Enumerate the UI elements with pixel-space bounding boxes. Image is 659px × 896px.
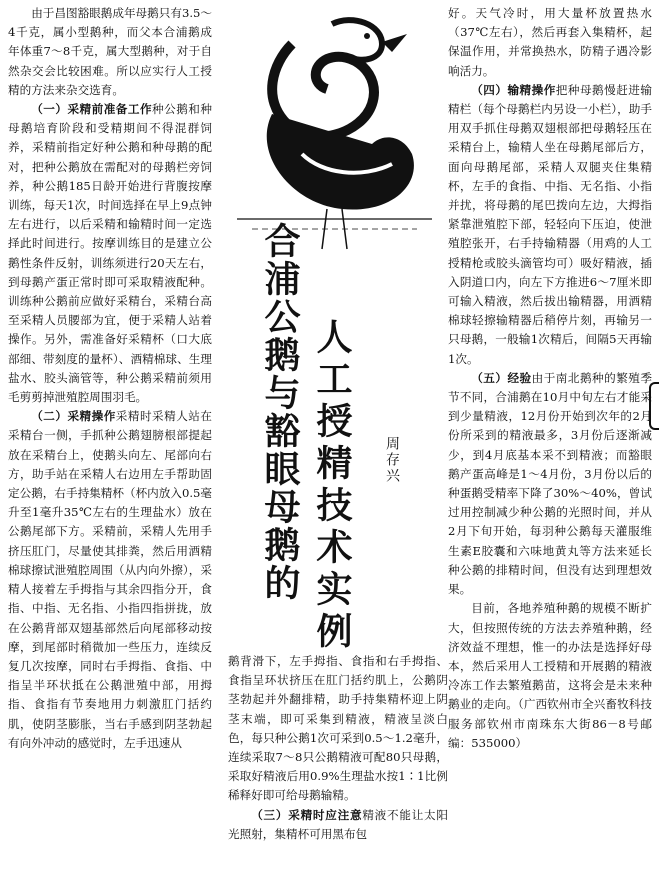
paragraph-text: 好。天气冷时，用大量杯放置热水（37℃左右），然后再套入集精杯，起保温作用，并常换热水，防精子遇冷影响活力。 xyxy=(448,6,652,78)
paragraph-text: 由于昌图豁眼鹅成年母鹅只有3.5～4千克，属小型鹅种，而父本合浦鹅成年体重7～8千克，属大型鹅种，对于自然杂交会比较困难。所以应实行人工授精的方法来杂交选育。 xyxy=(8,6,212,97)
article-subtitle: 人工授精技术实例 xyxy=(311,318,352,654)
paragraph xyxy=(8,407,212,753)
text-column-2 xyxy=(228,652,448,844)
paragraph xyxy=(448,81,652,369)
page-edge-mark xyxy=(649,382,659,430)
goose-illustration xyxy=(232,4,442,254)
paragraph-text: 种公鹅和种母鹅培育阶段和受精期间不得混群饲养，采精前指定好种公鹅和种母鹅的配对，把种公鹅放在需配对的母鹅栏旁饲养，种公鹅185日龄开始进行背腹按摩训练，每天1次，时间选择在早上9点钟左右进行，以后采精和输精时间一定选择此时间进行。按摩训练目的是建立公鹅性条件反射，训练须进行20天左右，到母鹅产蛋正常时即可采取精液配种。训练种公鹅前应做好采精台，采精台高至采精人员腰部为宜，便于采精人站着操作。另外，需准备好采精杯（口大底部细、带刻度的量杯）、酒精棉球、生理盐水、胶头滴管等，种公鹅采精前须用毛剪剪掉泄殖腔周围羽毛。 xyxy=(8,102,212,405)
paragraph xyxy=(8,100,212,407)
paragraph xyxy=(228,652,448,806)
paragraph xyxy=(8,4,212,100)
article-title: 合浦公鹅与豁眼母鹅的 xyxy=(259,222,300,602)
paragraph xyxy=(448,599,652,753)
section-heading: （一）采精前准备工作 xyxy=(31,102,153,117)
article-author: 周存兴 xyxy=(384,436,400,484)
paragraph xyxy=(228,806,448,844)
section-heading: （四）输精操作 xyxy=(471,82,556,97)
paragraph-text: 目前，各地养殖种鹅的规模不断扩大，但按照传统的方法去养殖种鹅，经济效益不理想，惟一的办法是选择好母本，然后采用人工授精和开展鹅的精液冷冻工作去繁殖鹅苗，这将会是未来种鹅业的走向。（广西钦州市全兴畜牧科技服务部钦州市南珠东大街86－8号邮编：535000） xyxy=(448,601,652,750)
section-heading: （五）经验 xyxy=(471,370,532,385)
paragraph-text: 把种母鹅慢赶进输精栏（每个母鹅栏内另设一小栏），助手用双手抓住母鹅双翅根部把母鹅轻压在采精台上，输精人坐在母鹅尾部后方，面向母鹅尾部，采精人双腿夹住集精杯，左手的食指、中指、无名指、小指并扰，将母鹅的尾巴拨向左边，大拇指紧靠泄殖腔下部，轻轻向下压迫，使泄殖腔张开，右手持输精器（用鸡的人工授精枪或胶头滴管均可）吸好精液，插入阴道口内，向左下方推进6～7厘米即可输入精液，然后拔出输精器，用酒精棉球轻擦输精器后稍停片刻，再输另一只母鹅，一般输1次精后，间隔5天再输1次。 xyxy=(448,82,652,366)
goose-icon xyxy=(237,20,432,249)
text-column-1 xyxy=(8,4,212,753)
paragraph-text: 由于南北鹅种的繁殖季节不同，合浦鹅在10月中旬左右才能采到少量精液，12月份开始到次年的2月份所采到的精液最多，3月份后逐渐减少，到4月底基本采不到精液；而豁眼鹅产蛋高峰是1～4月份，3月份以后的种蛋鹅受精率下降了30%～40%，曾试过用控制减少种公鹅的光照时间，并从2月下旬开始，每羽种公鹅每天灌服维生素E胶囊和六味地黄丸等方法来延长种公鹅的排精时间，但没有达到理想效果。 xyxy=(448,370,652,597)
paragraph xyxy=(448,369,652,599)
section-heading: （三）采精时应注意 xyxy=(251,807,363,822)
paragraph xyxy=(448,4,652,81)
paragraph-text: 采精时采精人站在采精台一侧，手抓种公鹅翅膀根部提起放在采精台上，使鹅头向左、尾部向右方，助手站在采精人右边用左手帮助固定公鹅，右手持集精杯（杯内放入0.5毫升至1毫升35℃左右的生理盐水）放在公鹅尾部下方。采精前，采精人先用手挤压肛门，尽量使其排粪，然后用酒精棉球擦试泄殖腔周围（从内向外擦），采精人接着左手拇指与其余四指分开，食指、中指、无名指、小指四指拼拢，放在公鹅背部双翅基部然后向尾部移动按摩，到尾部时稍微加一些压力，连续反复几次按摩，同时右手拇指、食指、中指呈半环状抵在公鹅泄殖中部，用拇指、食指有节奏地用力刺激肛门括约肌，使阴茎膨胀，当右手感到阴茎勃起有向外冲动的感觉时，左手迅速从 xyxy=(8,409,212,750)
text-column-3 xyxy=(448,4,652,753)
section-heading: （二）采精操作 xyxy=(31,409,116,424)
paragraph-text: 精液不能让太阳光照射，集精杯可用黑布包 xyxy=(228,807,448,841)
paragraph-text: 鹅背滑下，左手拇指、食指和右手拇指、食指呈环状挤压在肛门括约肌上，公鹅阴茎勃起并外翻排精，助手持集精杯迎上阴茎末端，即可采集到精液，精液呈淡白色，每只种公鹅1次可采到0.5～1.2毫升，连续采取7～8只公鹅精液可配80只母鹅，采取好精液后用0.9%生理盐水按1∶1比例稀释好即可给母鹅输精。 xyxy=(228,654,448,803)
